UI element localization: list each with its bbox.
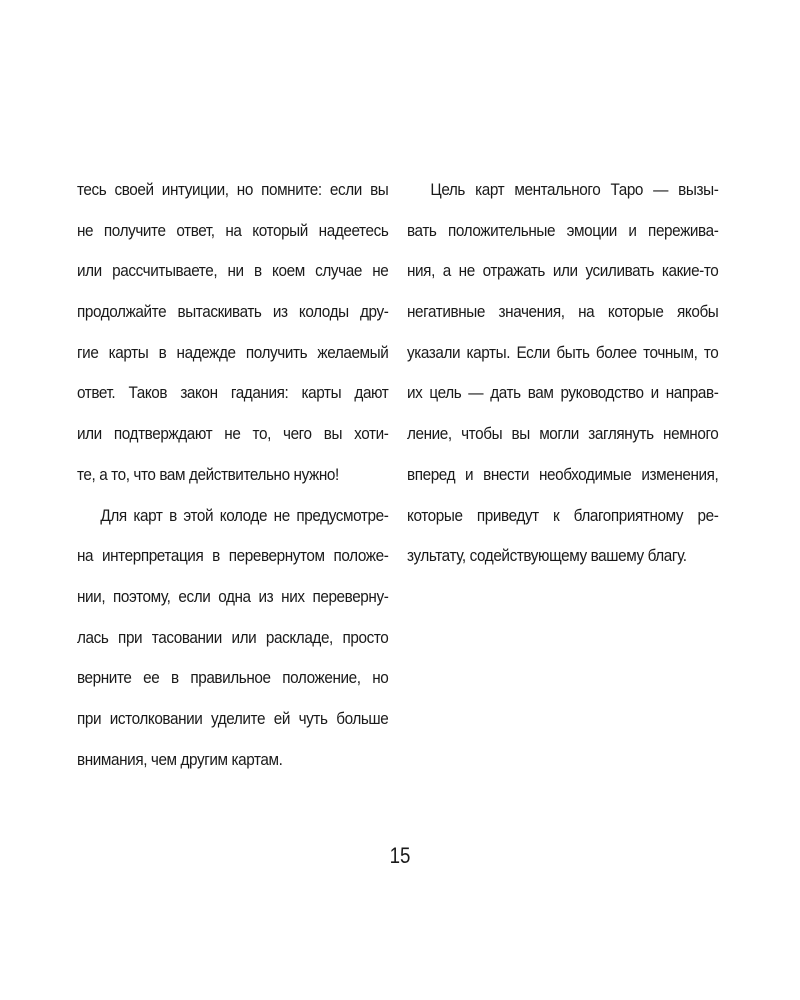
text-line: Для карт в этой колоде не предусмотре- bbox=[100, 505, 389, 525]
text-line: вать положительные эмоции и пережива- bbox=[407, 220, 719, 240]
text-line: Цель карт ментального Таро — вызы- bbox=[430, 180, 719, 199]
text-line: при истолковании уделите ей чуть больше bbox=[77, 708, 389, 728]
text-line: лась при тасовании или раскладе, просто bbox=[77, 627, 389, 647]
text-line: или подтверждают не то, чего вы хоти- bbox=[77, 424, 389, 444]
text-line: гие карты в надежде получить желаемый bbox=[77, 342, 389, 362]
left-column bbox=[77, 170, 389, 780]
text-line: те, а то, что вам действительно нужно! bbox=[77, 464, 339, 484]
text-line: их цель — дать вам руководство и направ- bbox=[407, 383, 719, 403]
text-line: вперед и внести необходимые изменения, bbox=[407, 464, 719, 484]
right-column bbox=[407, 170, 719, 577]
text-line: внимания, чем другим картам. bbox=[77, 749, 283, 769]
text-line: или рассчитываете, ни в коем случае не bbox=[77, 261, 389, 281]
text-line: ответ. Таков закон гадания: карты дают bbox=[77, 383, 389, 403]
text-line: не получите ответ, на который надеетесь bbox=[77, 220, 389, 240]
text-line: нии, поэтому, если одна из них переверну- bbox=[77, 586, 389, 606]
page-number: 15 bbox=[389, 843, 411, 868]
text-line: негативные значения, на которые якобы bbox=[407, 302, 719, 322]
text-line: ление, чтобы вы могли заглянуть немного bbox=[407, 424, 719, 444]
text-line: зультату, содействующему вашему благу. bbox=[407, 546, 687, 566]
text-line: продолжайте вытаскивать из колоды дру- bbox=[77, 302, 389, 322]
text-line: верните ее в правильное положение, но bbox=[77, 668, 389, 688]
text-line: ния, а не отражать или усиливать какие-то bbox=[407, 261, 719, 281]
text-line: указали карты. Если быть более точным, то bbox=[407, 342, 719, 362]
text-line: которые приведут к благоприятному ре- bbox=[407, 505, 719, 525]
text-line: тесь своей интуиции, но помните: если вы bbox=[77, 180, 389, 199]
text-line: на интерпретация в перевернутом положе- bbox=[77, 546, 389, 566]
